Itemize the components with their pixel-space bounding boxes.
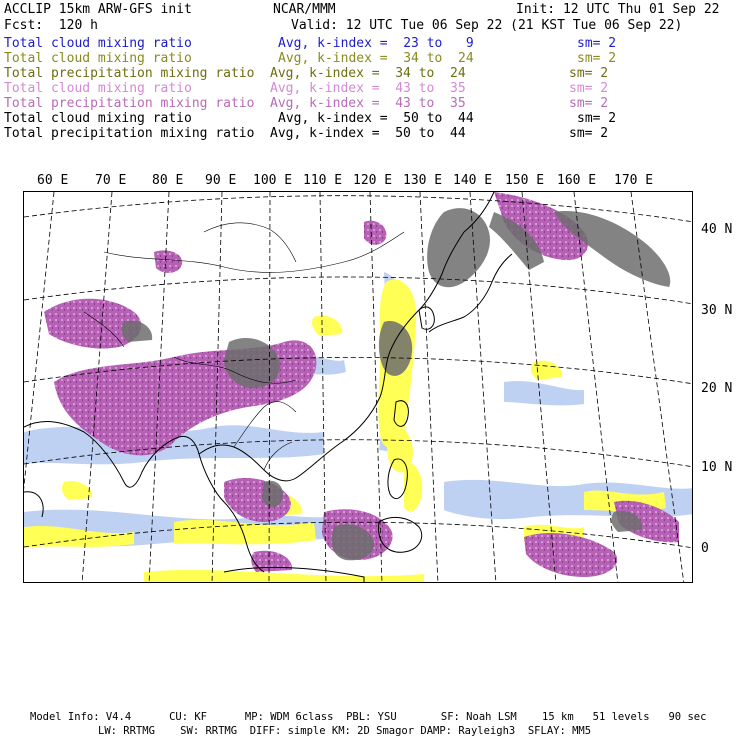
lon-label: 130 E [403, 173, 443, 188]
lon-label: 140 E [453, 173, 493, 188]
map-canvas [24, 192, 693, 583]
legend-avg: Avg, k-index = 43 to 35 [270, 96, 466, 111]
lat-label: 0 [701, 541, 709, 556]
legend-avg: Avg, k-index = 34 to 24 [278, 51, 474, 66]
model-title: ACCLIP 15km ARW-GFS init [4, 2, 192, 17]
legend-avg: Avg, k-index = 50 to 44 [278, 111, 474, 126]
legend-field: Total precipitation mixing ratio [4, 126, 255, 141]
lat-label: 20 N [701, 381, 733, 396]
institution-label: NCAR/MMM [273, 2, 336, 17]
legend-field: Total cloud mixing ratio [4, 81, 192, 96]
legend-field: Total cloud mixing ratio [4, 51, 192, 66]
legend-avg: Avg, k-index = 50 to 44 [270, 126, 466, 141]
legend-avg: Avg, k-index = 43 to 35 [270, 81, 466, 96]
legend-sm: sm= 2 [569, 126, 609, 141]
legend-sm: sm= 2 [577, 36, 617, 51]
lon-label: 90 E [205, 173, 237, 188]
lon-label: 80 E [152, 173, 184, 188]
legend-sm: sm= 2 [577, 51, 617, 66]
lon-label: 170 E [614, 173, 654, 188]
lon-label: 70 E [95, 173, 127, 188]
forecast-map [23, 191, 693, 583]
lon-label: 150 E [505, 173, 545, 188]
legend-field: Total cloud mixing ratio [4, 36, 192, 51]
lat-label: 30 N [701, 303, 733, 318]
legend-sm: sm= 2 [577, 111, 617, 126]
lon-label: 110 E [303, 173, 343, 188]
legend-sm: sm= 2 [569, 66, 609, 81]
legend-avg: Avg, k-index = 23 to 9 [278, 36, 474, 51]
forecast-hour: Fcst: 120 h [4, 18, 98, 33]
lon-label: 60 E [37, 173, 69, 188]
lon-label: 100 E [253, 173, 293, 188]
legend-sm: sm= 2 [569, 81, 609, 96]
model-info-line2: LW: RRTMG SW: RRTMG DIFF: simple KM: 2D Smagor DAMP: Rayleigh3 SFLAY: MM5 [98, 725, 592, 737]
valid-time: Valid: 12 UTC Tue 06 Sep 22 (21 KST Tue 06 Sep 22) [291, 18, 683, 33]
lat-label: 40 N [701, 222, 733, 237]
lat-label: 10 N [701, 460, 733, 475]
init-time: Init: 12 UTC Thu 01 Sep 22 [516, 2, 720, 17]
legend-sm: sm= 2 [569, 96, 609, 111]
lon-label: 120 E [353, 173, 393, 188]
legend-avg: Avg, k-index = 34 to 24 [270, 66, 466, 81]
model-info-line1: Model Info: V4.4 CU: KF MP: WDM 6class PBL: YSU SF: Noah LSM 15 km 51 levels 90 sec [30, 711, 707, 723]
legend-field: Total precipitation mixing ratio [4, 66, 255, 81]
lon-label: 160 E [557, 173, 597, 188]
legend-field: Total cloud mixing ratio [4, 111, 192, 126]
legend-field: Total precipitation mixing ratio [4, 96, 255, 111]
